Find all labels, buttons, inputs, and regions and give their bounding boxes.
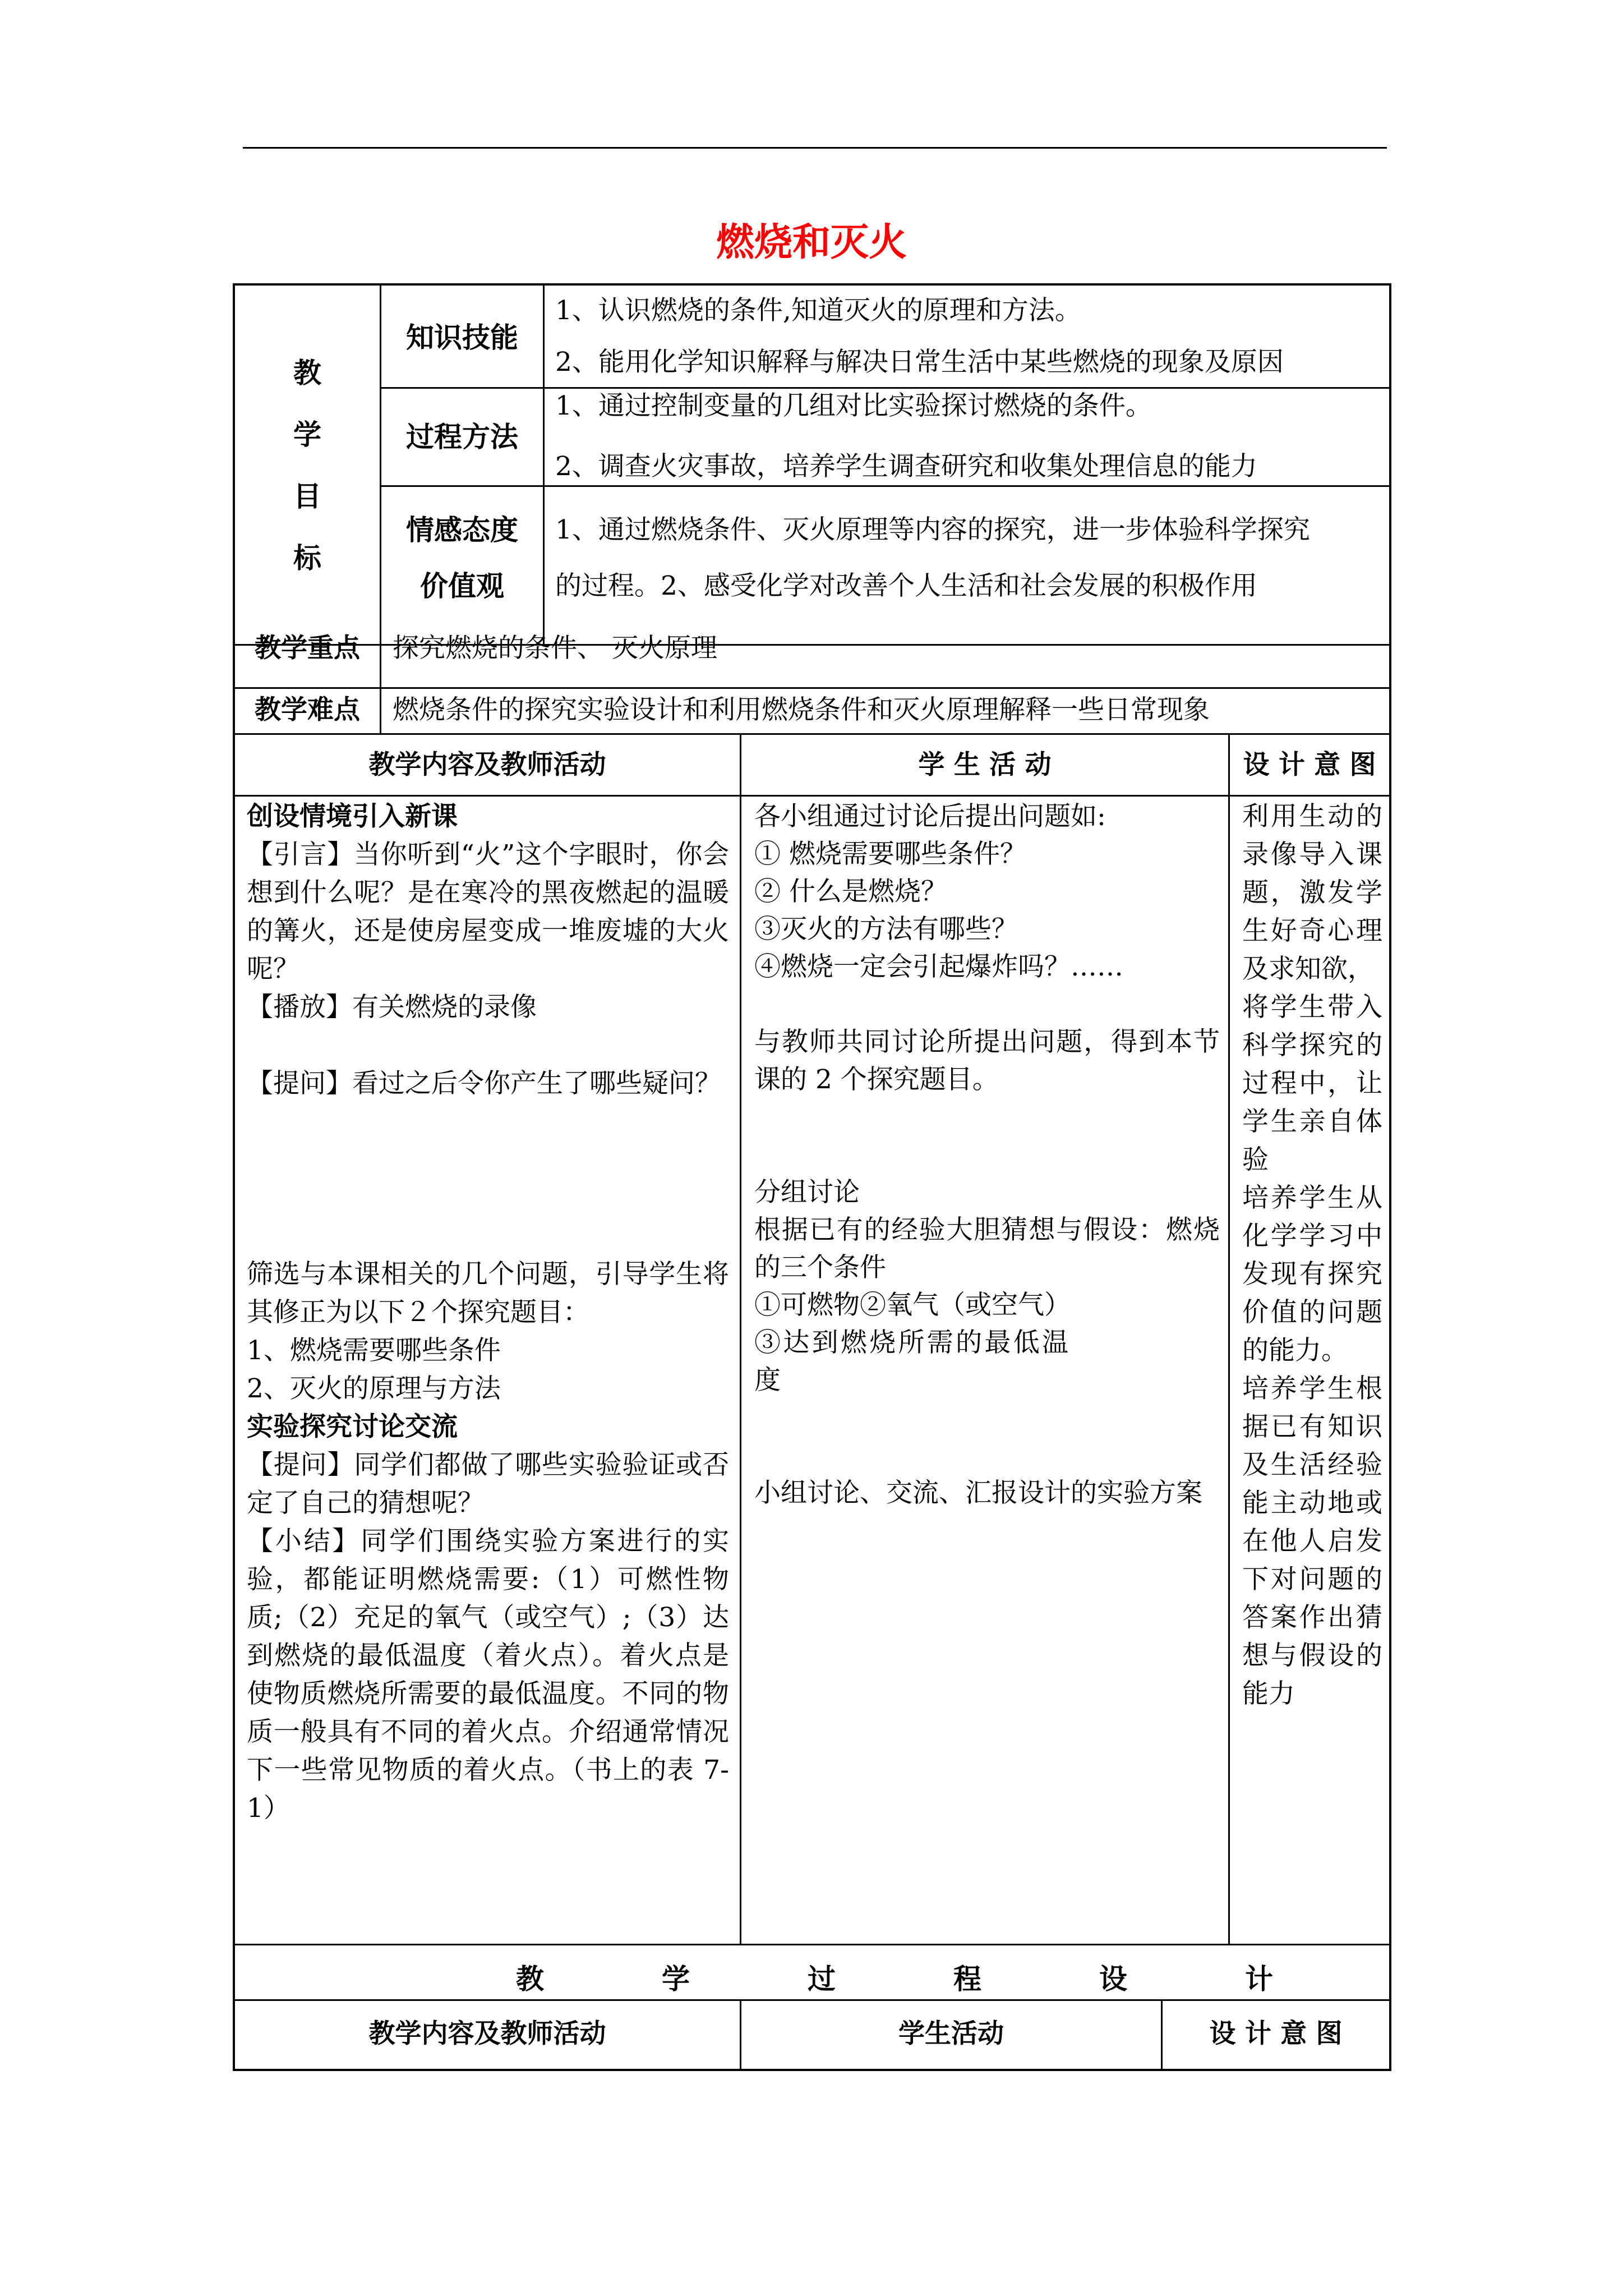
header-student: 学 生 活 动 [918, 749, 1052, 780]
process-char: 计 [1245, 1962, 1273, 1995]
student-line: ① 燃烧需要哪些条件？ [754, 839, 1026, 869]
intent-paragraph: 培养学生根据已有知识及生活经验能主动地或在他人启发下对问题的答案作出猜想与假设的能力 [1242, 1373, 1382, 1709]
objective-knowledge [555, 292, 1385, 381]
teacher-paragraph: 【播放】有关燃烧的录像 [247, 992, 537, 1023]
page-title: 燃烧和灭火 [716, 220, 907, 265]
difficulty-label: 教学难点 [255, 694, 360, 725]
teacher-paragraph: 【提问】同学们都做了哪些实验验证或否定了自己的猜想呢？ [247, 1450, 729, 1519]
process-char: 设 [1099, 1962, 1127, 1995]
process-char: 学 [662, 1962, 690, 1995]
student-line: 根据已有的经验大胆猜想与假设：燃烧的三个条件 [754, 1214, 1220, 1283]
intent-paragraph: 培养学生从化学学习中发现有探究价值的问题的能力。 [1242, 1182, 1382, 1366]
student-line: 小组讨论、交流、汇报设计的实验方案 [754, 1478, 1202, 1508]
objective-label-line: 价值观 [420, 569, 504, 602]
side-char: 学 [293, 418, 321, 451]
objectives-side-label [235, 342, 380, 589]
side-char: 教 [293, 356, 321, 389]
process-char: 教 [516, 1962, 544, 1995]
teacher-column [247, 798, 729, 1828]
student-line: 与教师共同讨论所提出问题，得到本节课的 2 个探究题目。 [754, 1027, 1220, 1095]
side-char: 标 [293, 541, 321, 574]
process-char: 程 [953, 1962, 981, 1995]
student-line: ④燃烧一定会引起爆炸吗？…… [754, 951, 1123, 982]
objective-attitude [555, 502, 1385, 614]
objective-label-process: 过程方法 [406, 420, 518, 453]
objective-line: 2、调查火灾事故，培养学生调查研究和收集处理信息的能力 [555, 451, 1257, 482]
objective-line: 1、通过燃烧条件、灭火原理等内容的探究，进一步体验科学探究 [555, 514, 1310, 545]
student-line: 各小组通过讨论后提出问题如: [754, 801, 1106, 832]
teacher-paragraph: 【引言】当你听到“火”这个字眼时，你会想到什么呢？是在寒冷的黑夜燃起的温暖的篝火，还是使房屋变成一堆废墟的大火呢？ [247, 839, 729, 984]
objective-label-knowledge: 知识技能 [406, 321, 518, 354]
intent-column [1242, 798, 1382, 1713]
teacher-paragraph: 【提问】看过之后令你产生了哪些疑问？ [247, 1068, 721, 1099]
key-point-text: 探究燃烧的条件、 灭火原理 [393, 633, 717, 664]
section-heading: 创设情境引入新课 [247, 801, 458, 832]
student-line: 分组讨论 [754, 1177, 860, 1208]
header-intent: 设 计 意 图 [1243, 749, 1376, 780]
teacher-paragraph: 【小结】同学们围绕实验方案进行的实验，都能证明燃烧需要:（1）可燃性物质;（2）充足的氧气（或空气）;（3）达到燃烧的最低温度（着火点）。着火点是使物质燃烧所需要的最低温度。不同的物质一般具有不同的着火点。介绍通常情况下一些常见物质的着火点。（书上的表 7-1） [247, 1526, 729, 1824]
intent-paragraph: 将学生带入科学探究的过程中，让学生亲自体验 [1242, 992, 1382, 1175]
objective-line: 1、通过控制变量的几组对比实验探讨燃烧的条件。 [555, 390, 1152, 421]
header-rule [243, 147, 1387, 149]
bottom-header-teacher: 教学内容及教师活动 [368, 2018, 606, 2049]
teacher-paragraph: 2、灭火的原理与方法 [247, 1373, 501, 1404]
objective-line: 的过程。2、感受化学对改善个人生活和社会发展的积极作用 [555, 570, 1257, 601]
student-line: ② 什么是燃烧？ [754, 876, 947, 907]
difficulty-text: 燃烧条件的探究实验设计和利用燃烧条件和灭火原理解释一些日常现象 [393, 694, 1210, 725]
student-column [754, 798, 1220, 1512]
header-teacher: 教学内容及教师活动 [368, 749, 606, 780]
process-char: 过 [808, 1962, 836, 1995]
section-heading: 实验探究讨论交流 [247, 1411, 458, 1442]
objective-line: 1、认识燃烧的条件,知道灭火的原理和方法。 [555, 295, 1081, 326]
objective-label-line: 情感态度 [406, 513, 518, 546]
student-line: ③达到燃烧所需的最低温度 [754, 1327, 1068, 1396]
teacher-paragraph: 1、燃烧需要哪些条件 [247, 1335, 501, 1366]
student-line: ③灭火的方法有哪些？ [754, 914, 1018, 945]
bottom-header-student: 学生活动 [898, 2018, 1004, 2049]
side-char: 目 [293, 480, 321, 513]
process-design-heading [516, 1957, 1273, 1995]
bottom-header-intent: 设 计 意 图 [1209, 2018, 1343, 2049]
key-point-label: 教学重点 [255, 633, 360, 664]
objective-label-attitude [381, 502, 543, 614]
student-line: ①可燃物②氧气（或空气） [754, 1290, 1071, 1320]
intent-paragraph: 利用生动的录像导入课题，激发学生好奇心理及求知欲， [1242, 801, 1382, 984]
objective-process [555, 387, 1385, 486]
teacher-paragraph: 筛选与本课相关的几个问题，引导学生将其修正为以下２个探究题目： [247, 1259, 729, 1328]
objective-line: 2、能用化学知识解释与解决日常生活中某些燃烧的现象及原因 [555, 347, 1284, 378]
